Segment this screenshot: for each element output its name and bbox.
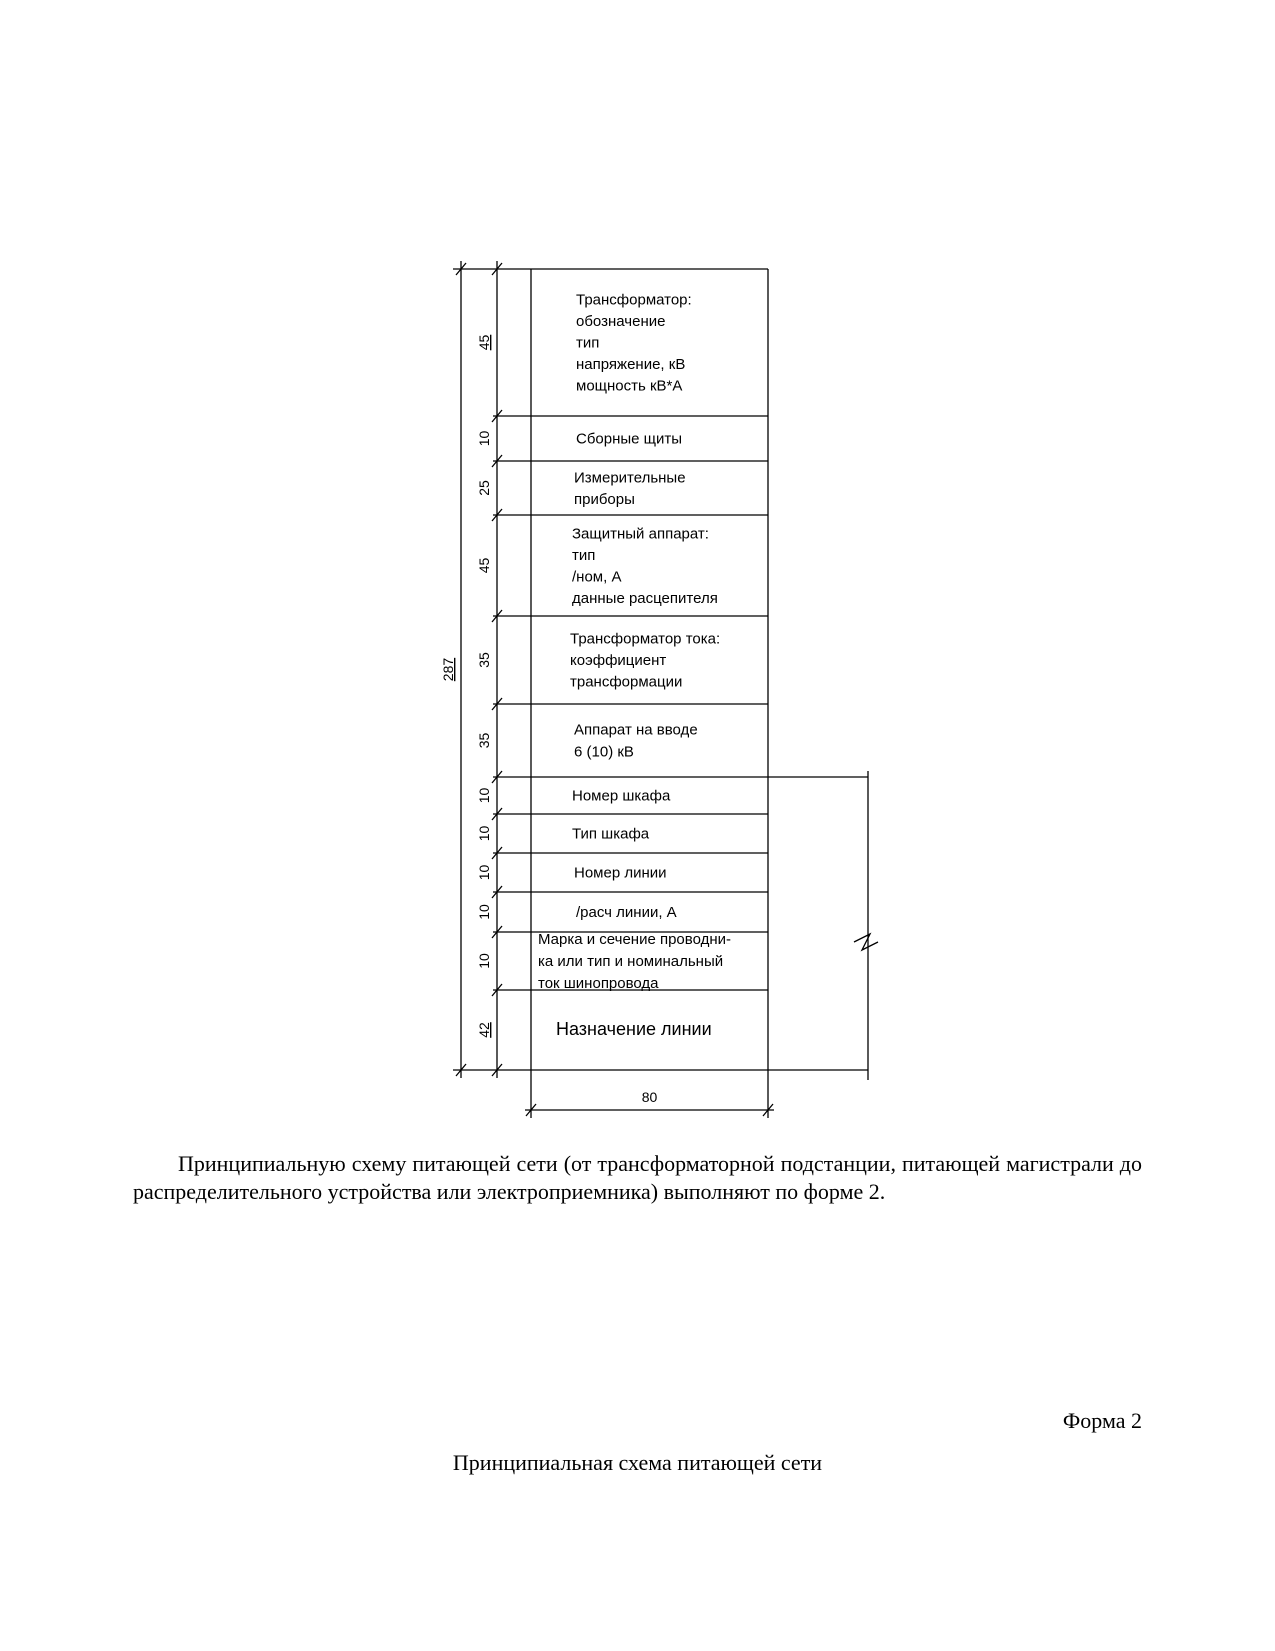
- row-text-line: обозначение: [576, 313, 666, 330]
- row-text-line: напряжение, кВ: [576, 356, 686, 373]
- row-text-line: Трансформатор:: [576, 291, 692, 309]
- row-height-label: 45: [476, 557, 492, 574]
- row-height-label: 35: [476, 732, 492, 749]
- row-height-label: 45: [476, 334, 492, 351]
- row-height-label: 35: [476, 652, 492, 668]
- row-text-line: Номер линии: [574, 864, 667, 882]
- row-text-line: Тип шкафа: [572, 825, 650, 843]
- row-text-line: тип: [576, 334, 600, 352]
- row-text-line: 6 (10) кВ: [574, 743, 634, 761]
- row-text-line: Сборные щиты: [576, 430, 683, 448]
- row-text-line: ка или тип и номинальный: [538, 953, 724, 970]
- body-paragraph: Принципиальную схему питающей сети (от трансформаторной подстанции, питающей магистрали до распределительного устройства или электроприемника) выполняют по форме 2.: [133, 1151, 1142, 1204]
- row-text-line: Защитный аппарат:: [572, 525, 709, 543]
- row-height-label: 10: [476, 904, 492, 920]
- row-height-label: 42: [476, 1022, 492, 1038]
- row-text-line: мощность кВ*А: [576, 377, 683, 395]
- row-text-line: Марка и сечение проводни-: [538, 931, 732, 948]
- total-height-label: 287: [440, 657, 456, 682]
- width-label: 80: [641, 1089, 658, 1105]
- row-text-line: трансформации: [570, 673, 683, 691]
- row-height-label: 25: [476, 480, 492, 496]
- form-label: Форма 2: [1062, 1408, 1142, 1433]
- break-symbol: [854, 934, 878, 950]
- row-text-line: Трансформатор тока:: [570, 630, 721, 648]
- diagram-texts: [440, 292, 731, 1106]
- row-text-line: ток шинопровода: [538, 975, 659, 992]
- row-text-line: приборы: [574, 490, 635, 508]
- row-height-label: 10: [476, 787, 492, 804]
- row-text-line: /ном, А: [572, 568, 622, 586]
- row-height-label: 10: [476, 825, 492, 842]
- row-text-line: Аппарат на вводе: [574, 721, 698, 739]
- row-text-line: /расч линии, А: [576, 904, 677, 921]
- row-text-line: Измерительные: [574, 469, 686, 487]
- row-height-label: 10: [476, 864, 492, 881]
- row-text-line: Номер шкафа: [572, 787, 671, 805]
- row-text-line: данные расцепителя: [572, 589, 718, 607]
- row-text-line: Назначение линии: [556, 1019, 712, 1039]
- row-text-line: коэффициент: [570, 652, 667, 669]
- row-height-label: 10: [476, 953, 492, 969]
- form-title: Принципиальная схема питающей сети: [452, 1450, 823, 1475]
- row-height-label: 10: [476, 430, 492, 447]
- row-text-line: тип: [572, 546, 596, 564]
